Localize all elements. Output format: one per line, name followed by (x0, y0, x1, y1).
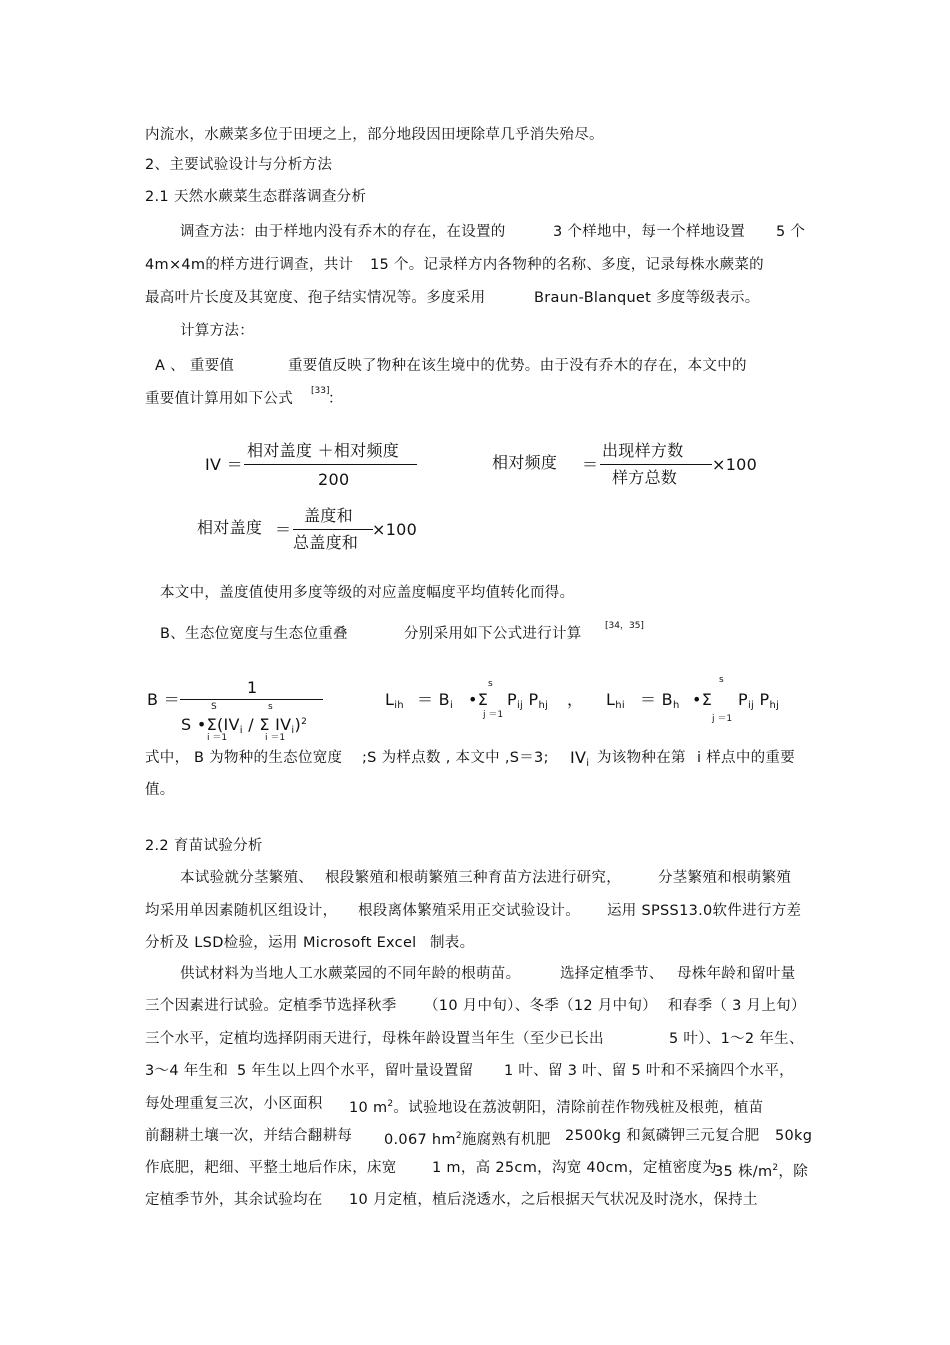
sum-upper-limit: S (211, 702, 217, 712)
paragraph-line: 定植季节外，其余试验均在 (145, 1192, 323, 1208)
paragraph-line: B、生态位宽度与生态位重叠 (160, 626, 348, 642)
fraction-bar (244, 464, 417, 465)
formula-lhi-eq: ＝ $B_h$ (640, 690, 680, 711)
formula-iv-lhs: IV ＝ (205, 455, 243, 474)
paragraph-line: 作底肥，耙细、平整土地后作床，床宽 (145, 1160, 397, 1176)
paragraph-line: 本文中，盖度值使用多度等级的对应盖度幅度平均值转化而得。 (160, 585, 575, 601)
formula-lhi: $L_{hi}$ (606, 690, 625, 711)
section-heading: 2、主要试验设计与分析方法 (145, 157, 333, 173)
paragraph-line: 5 叶）、1～2 年生、 (669, 1031, 804, 1047)
paragraph-line: 分茎繁殖和根萌繁殖 (658, 870, 792, 886)
paragraph-line: 分析及 LSD检验，运用 (145, 935, 298, 951)
paragraph-line: i 样点中的重要 (697, 750, 796, 766)
paragraph-line: 10 月定植，植后浇透水，之后根据天气状况及时浇水，保持土 (349, 1192, 758, 1208)
formula-cov-multiplier: ×100 (372, 520, 418, 539)
formula-cov-numerator: 盖度和 (304, 506, 353, 525)
formula-b-lhs: B ＝ (147, 690, 180, 709)
paragraph-line: B 为物种的生态位宽度 (194, 750, 343, 766)
paragraph-line: 分别采用如下公式进行计算 (404, 626, 582, 642)
paragraph-line: 运用 SPSS13.0软件进行方差 (607, 903, 802, 919)
paragraph-line: Microsoft Excel (303, 935, 417, 951)
formula-lih-eq: ＝ $B_i$ (417, 690, 454, 711)
subsection-heading: 2.1 天然水蕨菜生态群落调查分析 (145, 189, 367, 205)
paragraph-line: 调查方法：由于样地内没有乔木的存在，在设置的 (180, 224, 506, 240)
paragraph-line: 最高叶片长度及其宽度、孢子结实情况等。多度采用 (145, 290, 486, 306)
paragraph-line: Braun-Blanquet (534, 290, 652, 306)
formula-iv-denominator: 200 (318, 470, 350, 489)
formula-freq-lhs: 相对频度 (492, 453, 558, 472)
sum-upper-limit: s (488, 679, 493, 689)
paragraph-line: 3 个样地中，每一个样地设置 (553, 224, 746, 240)
subsection-heading: 2.2 育苗试验分析 (145, 838, 263, 854)
paragraph-line: 和春季（ 3 月上旬） (668, 998, 806, 1014)
paragraph-line: 均采用单因素随机区组设计， (145, 903, 338, 919)
formula-lih-sum: •Σ (468, 690, 489, 709)
paragraph-line: 式中， (145, 750, 190, 766)
paragraph-line: 多度等级表示。 (656, 290, 760, 306)
sum-lower-limit: i ＝1 (207, 733, 228, 743)
formula-lih: $L_{ih}$ (385, 690, 404, 711)
paragraph-line: $IV_i$ (570, 748, 590, 769)
paragraph-line: 0.067 $hm^2$施腐熟有机肥 (384, 1131, 551, 1148)
formula-cov-eq: ＝ (275, 520, 292, 539)
formula-freq-eq: ＝ (582, 455, 599, 474)
sum-upper-limit: s (268, 702, 273, 712)
fraction-bar (180, 699, 323, 700)
paragraph-line: 选择定植季节、 (560, 966, 664, 982)
paragraph-line: 前翻耕土壤一次，并结合翻耕每 (145, 1128, 353, 1144)
paragraph-line: 35 株$/m^2$，除 (714, 1163, 809, 1180)
formula-cov-denominator: 总盖度和 (293, 533, 359, 552)
formula-freq-denominator: 样方总数 (612, 468, 678, 487)
formula-freq-numerator: 出现样方数 (602, 441, 684, 460)
fraction-bar (293, 529, 373, 530)
paragraph-line: 1 叶、留 3 叶、留 5 叶和不采摘四个水平， (504, 1063, 794, 1079)
formula-b-denominator: S $•\Sigma(IV_i$ / Σ $IV_i)^2$ (181, 715, 308, 736)
paragraph-line: （10 月中旬）、冬季（12 月中旬） (424, 998, 658, 1014)
paragraph-line: 3～4 年生和 (145, 1063, 229, 1079)
paragraph-line: 4m×4m的样方进行调查，共计 (145, 257, 354, 273)
paragraph-line: 为该物种在第 (597, 750, 686, 766)
paragraph-line: 根段离体繁殖采用正交试验设计。 (358, 903, 580, 919)
paragraph-line: A 、 重要值 (155, 358, 235, 374)
paragraph-line: 计算方法： (180, 323, 254, 339)
paragraph-line: 重要值反映了物种在该生境中的优势。由于没有乔木的存在，本文中的 (288, 358, 747, 374)
formula-b-numerator: 1 (247, 678, 258, 697)
paragraph-line: ;S 为样点数 , 本文中 ,S＝3; (362, 750, 549, 766)
citation: [33] (311, 386, 330, 396)
paragraph-line: 2500kg 和氮磷钾三元复合肥 (565, 1128, 760, 1144)
formula-iv-numerator: 相对盖度 ＋相对频度 (247, 441, 400, 460)
fraction-bar (600, 464, 712, 465)
paragraph-line: 内流水，水蕨菜多位于田埂之上，部分地段因田埂除草几乎消失殆尽。 (145, 127, 604, 143)
sum-lower-limit: i ＝1 (265, 733, 286, 743)
formula-lhi-product: $P_{ij}$ $P_{hj}$ (738, 690, 780, 711)
sum-lower-limit: j ＝1 (712, 714, 733, 724)
paragraph-line: 值。 (145, 782, 175, 798)
formula-lhi-sum: •Σ (692, 690, 713, 709)
paragraph-line: 供试材料为当地人工水蕨菜园的不同年龄的根萌苗。 (180, 966, 521, 982)
paragraph-line: 1 m，高 25cm，沟宽 40cm，定植密度为 (432, 1160, 717, 1176)
paragraph-line: 每处理重复三次，小区面积 (145, 1096, 323, 1112)
paragraph-line: 5 年生以上四个水平，留叶量设置留 (237, 1063, 474, 1079)
paragraph-line: ： (328, 391, 343, 407)
paragraph-line: 制表。 (430, 935, 475, 951)
formula-cov-lhs: 相对盖度 (197, 518, 263, 537)
paragraph-line: 重要值计算用如下公式 (145, 391, 293, 407)
paragraph-line: 50kg (775, 1128, 813, 1144)
paragraph-line: 三个因素进行试验。定植季节选择秋季 (145, 998, 397, 1014)
paragraph-line: 根段繁殖和根萌繁殖三种育苗方法进行研究， (325, 870, 621, 886)
formula-lih-product: $P_{ij}$ $P_{hj}$ (507, 690, 549, 711)
paragraph-line: 母株年龄和留叶量 (677, 966, 796, 982)
paragraph-line: 15 个。记录样方内各物种的名称、多度，记录每株水蕨菜的 (370, 257, 764, 273)
paragraph-line: 10 $m^2$。试验地设在荔波朝阳，清除前茬作物残桩及根蔸，植苗 (349, 1099, 764, 1116)
formula-freq-multiplier: ×100 (712, 455, 758, 474)
sum-lower-limit: j ＝1 (483, 710, 504, 720)
paragraph-line: 本试验就分茎繁殖、 (180, 870, 314, 886)
paragraph-line: 5 个 (776, 224, 806, 240)
formula-separator: ， (567, 690, 584, 709)
paragraph-line: 三个水平，定植均选择阴雨天进行，母株年龄设置当年生（至少已长出 (145, 1031, 604, 1047)
citation: [34，35] (605, 621, 644, 631)
sum-upper-limit: s (719, 675, 724, 685)
